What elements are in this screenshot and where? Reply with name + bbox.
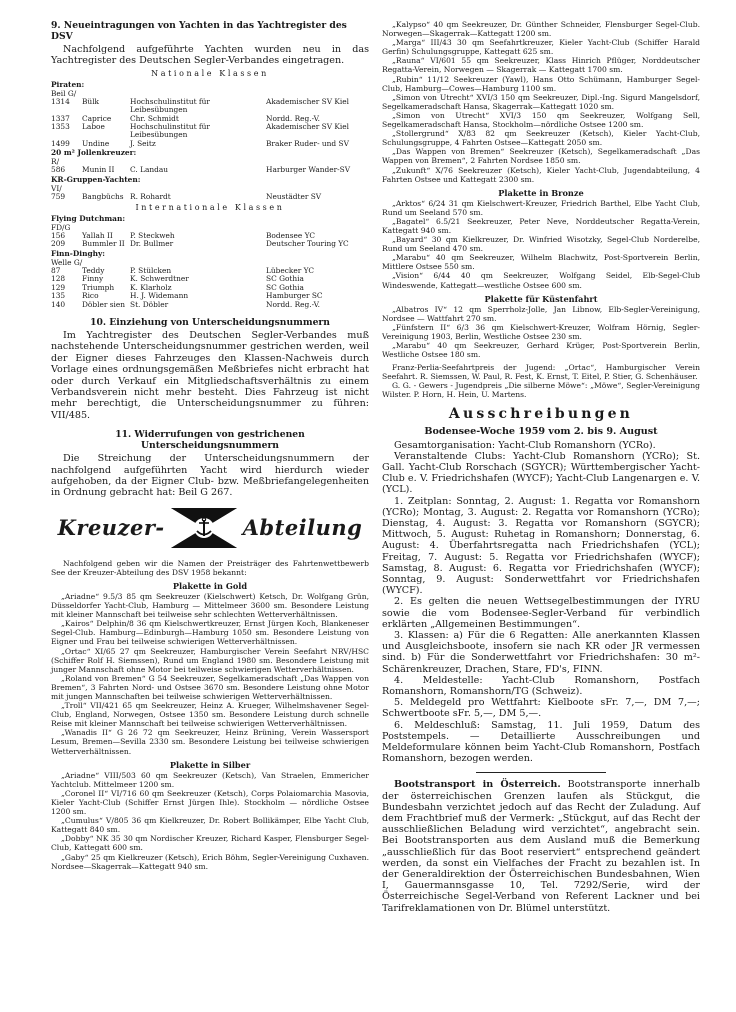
list-item: „Marabu“ 40 qm Seekreuzer, Wilhelm Blachwitz, Post-Sportverein Berlin, Mittlere Ostsee 550 sm. [382,253,700,272]
owner: P. Steckweh [130,231,175,241]
fd-subheading: FD/G [51,223,71,233]
owner: K. Klarholz [130,282,172,292]
yacht-name: Munin II [82,165,115,175]
section-11-body: Die Streichung der Unterscheidungsnummern der nachfolgend aufgeführten Yacht wird hierdurch wieder aufgehoben, da der Eigner Club- bzw. Meßbriefangelegenheiten in Ordnung gebracht hat: Beil G 267. [51,453,369,499]
club: Nordd. Reg.-V. [266,299,320,309]
owner: R. Rohardt [130,191,171,201]
silver-entries [51,771,369,871]
sail-number: 135 [51,291,66,301]
coastal-entries [382,305,700,360]
sail-number: 1499 [51,138,70,148]
sail-number: 87 [51,265,61,275]
gold-entries [51,592,369,756]
club: Lübecker YC [266,265,315,275]
club: Akademischer SV Kiel [266,96,350,106]
bronze-entries [382,199,700,290]
yacht-name: Triumph [82,282,115,292]
section-10-body: Im Yachtregister des Deutschen Segler-Verbandes muß nachstehende Unterscheidungsnummer gestrichen werden, weil der Eigner dieses Fahrzeuges den Klassen-Nachweis durch Vorlage eines ordnungsgemäßen Meßbriefes nicht erbracht hat oder durch Verkauf ein Mitgliedschaftsverhältnis zu einem Verbandsverein nicht mehr besteht. Dies Fahrzeug ist nicht mehr berechtigt, die Unterscheidungsnummer zu führen: VII/485. [51,329,369,421]
sail-number: 1353 [51,122,70,132]
club: Harburger Wander-SV [266,165,351,175]
owner: Hochschulinstitut für Leibesübungen [130,96,210,115]
register-row [51,98,369,115]
club: Deutscher Touring YC [266,239,349,249]
jollen-subheading: R/ [51,157,60,167]
ausschreibungen-paragraphs [382,440,700,765]
register-row [51,140,369,148]
list-item: 3. Klassen: a) Für die 6 Regatten: Alle anerkannten Klassen und Ausgleichsboote, insofern sie nach KR oder JR vermessen sind. b) Für die Sonderwettfahrt vor Friedrichshafen: 30 m²-Schärenkreuzer, Drachen, Stare, FD's, FINN. [382,630,700,675]
list-item: 5. Meldegeld pro Wettfahrt: Kielboote sFr. 7,—, DM 7,—; Schwertboote sFr. 5,—, DM 5,—. [382,697,700,720]
sail-number: 156 [51,231,66,241]
right-column [382,20,700,914]
list-item: „Ariadne“ VIII/503 60 qm Seekreuzer (Ketsch), Van Straelen, Emmericher Yachtclub. Mittelmeer 1200 sm. [51,770,369,789]
register-row [51,123,369,140]
list-item: „Stollergrund“ X/83 82 qm Seekreuzer (Ketsch), Kieler Yacht-Club, Schulungsgruppe, 4 Fahrten Ostsee—Kattegatt 2050 sm. [382,129,700,148]
owner: C. Landau [130,165,169,175]
sail-number: 759 [51,191,66,201]
club: Hamburger SC [266,291,323,301]
owner: P. Stülcken [130,265,172,275]
kr-heading: KR-Gruppen-Yachten: [51,174,141,184]
sail-number: 1337 [51,113,70,123]
list-item: „Cumulus“ V/805 36 qm Kielkreuzer, Dr. Robert Bollikämper, Elbe Yacht Club, Kattegatt 840 sm. [51,816,369,835]
section-9-title: 9. Neueintragungen von Yachten in das Yachtregister des DSV [51,20,347,42]
kr-table [51,193,369,201]
list-item: „Marga“ III/43 30 qm Seefahrtkreuzer, Kieler Yacht-Club (Schiffer Harald Gerfin) Schulungsgruppe, Kattegatt 625 sm. [382,38,700,57]
section-9-intro: Nachfolgend aufgeführte Yachten wurden neu in das Yachtregister des Deutschen Segler-Verbandes eingetragen. [51,44,369,67]
owner: St. Döbler [130,299,169,309]
list-item: „Gaby“ 25 qm Kielkreuzer (Ketsch), Erich Böhm, Segler-Vereinigung Cuxhaven. Nordsee—Skagerrak—Kattegatt 940 sm. [51,852,369,871]
list-item: „Rauna“ VI/601 55 qm Seekreuzer, Klass Hinrich Pflüger, Norddeutscher Regatta-Verein, Norwegen — Skagerrak — Kattegatt 1700 sm. [382,56,700,75]
yacht-name: Döbler sien [82,299,126,309]
finn-heading: Finn-Dinghy: [51,248,106,258]
list-item: „Das Wappen von Bremen“ Seekreuzer (Ketsch), Segelkameradschaft „Das Wappen von Bremen“, 2 Fahrten Nordsee 1850 sm. [382,147,700,166]
kreuzer-abteilung-banner [51,507,369,549]
list-item: 2. Es gelten die neuen Wettsegelbestimmungen der IYRU sowie die vom Bodensee-Segler-Verband für verbindlich erklärten „Allgemeinen Bestimmungen“. [382,596,700,630]
yacht-name: Yallah II [82,231,113,241]
owner: K. Schwerdtner [130,274,189,284]
bodensee-woche-subtitle: Bodensee-Woche 1959 vom 2. bis 9. August [424,425,658,437]
youth-prize-gewers: G. G. - Gewers - Jugendpreis „Die silberne Möwe“: „Möwe“, Segler-Vereinigung Wilster. P. Horn, H. Hein, U. Martens. [382,381,700,400]
yacht-name: Rico [82,291,99,301]
club: SC Gothia [266,274,304,284]
silver-plakette-heading: Plakette in Silber [169,759,251,770]
club: Akademischer SV Kiel [266,122,350,132]
list-item: „Albatros IV“ 12 qm Sperrholz-Jolle, Jan Libnow, Elb-Segler-Vereinigung, Nordsee — Wattfahrt 270 sm. [382,304,700,323]
list-item: „Bagatel“ 6.5/21 Seekreuzer, Peter Neve, Norddeutscher Regatta-Verein, Kattegatt 940 sm. [382,216,700,235]
yacht-name: Undine [82,138,110,148]
section-divider [476,772,606,773]
list-item: „Ortac“ XI/65 27 qm Seekreuzer, Hamburgischer Verein Seefahrt NRV/HSC (Schiffer Rolf H. Siemssen), Rund um England 1980 sm. Besondere Leistung mit junger Mannschaft ohne Motor bei teilweise schwierigen Wetterverhältnissen. [51,646,369,674]
anchor-flag-icon [171,508,237,548]
finn-subheading: Welle G/ [51,257,83,267]
kreuzer-intro: Nachfolgend geben wir die Namen der Preisträger des Fahrtenwettbewerb See der Kreuzer-Abteilung des DSV 1958 bekannt: [51,558,369,577]
piraten-table [51,98,369,148]
list-item: „Arktos“ 6/24 31 qm Kielschwert-Kreuzer, Friedrich Barthel, Elbe Yacht Club, Rund um Seeland 570 sm. [382,198,700,217]
yacht-name: Bülk [82,96,100,106]
club: SC Gothia [266,282,304,292]
list-item: Gesamtorganisation: Yacht-Club Romanshorn (YCRo). [394,439,656,451]
yacht-name: Laboe [82,122,105,132]
list-item: 1. Zeitplan: Sonntag, 2. August: 1. Regatta vor Romanshorn (YCRo); Montag, 3. August: 2. Regatta vor Romanshorn (YCRo); Dienstag, 4. August: 3. Regatta vor Romanshorn (SGYCR); Mittwoch, 5. August: Ruhetag in Romanshorn; Donnerstag, 6. August: 4. Überfahrtsregatta nach Friedrichshafen (YCL); Freitag, 7. August: 5. Regatta vor Friedrichshafen (WYCF); Samstag, 8. August: 6. Regatta vor Friedrichshafen (WYCF); Sonntag, 9. August: Sonderwettfahrt vor Friedrichshafen (WYCF). [382,495,700,597]
national-classes-heading: Nationale Klassen [151,68,269,78]
section-11-title-line2: Unterscheidungsnummern [141,440,279,452]
notice-title: Bootstransport in Österreich. [394,779,561,791]
ausschreibungen-title: Ausschreibungen [448,405,634,422]
fd-table [51,232,369,249]
left-column [51,20,369,871]
club: Neustädter SV [266,191,322,201]
list-item: 4. Meldestelle: Yacht-Club Romanshorn, Postfach Romanshorn, Romanshorn/TG (Schweiz). [382,674,700,698]
yacht-name: Bummler II [82,239,125,249]
list-item: „Rubin“ 11/12 Seekreuzer (Yawl), Hans Otto Schümann, Hamburger Segel-Club, Hamburg—Cowes—Hamburg 1100 sm. [382,74,700,93]
register-row [51,193,369,201]
club: Braker Ruder- und SV [266,138,349,148]
sail-number: 128 [51,274,66,284]
club: Nordd. Reg.-V. [266,113,320,123]
bronze-plakette-heading: Plakette in Bronze [498,187,584,198]
international-classes-heading: Internationale Klassen [135,203,285,213]
section-10-title: 10. Einziehung von Unterscheidungsnummern [90,316,330,328]
banner-left-word: Kreuzer- [57,515,165,541]
list-item: „Wanadis II“ G 26 72 qm Seekreuzer, Heinz Brüning, Verein Wassersport Lesum, Bremen—Sevilla 2330 sm. Besondere Leistung bei teilweise schwierigen Wetterverhältnissen. [51,728,369,756]
sail-number: 140 [51,299,66,309]
list-item: „Troll“ VII/421 65 qm Seekreuzer, Heinz A. Krueger, Wilhelmshavener Segel-Club, England, Norwegen, Ostsee 1350 sm. Besondere Leistung durch schnelle Reise mit kleiner Mannschaft bei teilweise schwierigen Wetterverhältnissen. [51,701,369,729]
jollen-table [51,166,369,174]
youth-prize-perlia: Franz-Perlia-Seefahrtpreis der Jugend: „Ortac“, Hamburgischer Verein Seefahrt. R. Siemssen, W. Paul, R. Fest, K. Ernst, T. Eitel, P. Stier, G. Schenhäuser. [382,363,700,382]
section-11-title-line1: 11. Widerrufungen von gestrichenen [115,429,305,441]
sail-number: 129 [51,282,66,292]
club: Bodensee YC [266,231,316,241]
yacht-name: Finny [82,274,104,284]
sail-number: 209 [51,239,66,249]
owner: Dr. Bullmer [130,239,174,249]
list-item: „Simon von Utrecht“ XVI/3 150 qm Seekreuzer, Wolfgang Sell, Segelkameradschaft Hansa, Stockholm—nördliche Ostsee 1200 sm. [382,110,700,130]
austria-transport-notice [382,779,700,913]
jollen-heading: 20 m² Jollenkreuzer: [51,148,137,158]
notice-body: Bootstransporte innerhalb der österreichischen Grenzen laufen als Stückgut, die Bundesbahn verzichtet jedoch auf das Recht der Zuladung. Auf dem Frachtbrief muß der Vermerk: „Stückgut, auf das Recht der ausschließlichen Beladung wird verzichtet“, angebracht sein. Bei Bootstransporten aus dem Ausland muß die Bemerkung „ausschließlich für das Boot reserviert“ entsprechend geändert werden, da sonst ein Vielfaches der Fracht zu bezahlen ist. In der Generaldirektion der Österreichischen Bundesbahnen, Wien I, Gauermannsgasse 10, Tel. 7292/Serie, wird der Österreichische Segel-Verband von Referent Lackner und bei Tarifreklamationen von Dr. Blümel unterstützt. [382,779,700,914]
list-item: „Marabu“ 40 qm Seekreuzer, Gerhard Krüger, Post-Sportverein Berlin, Westliche Ostsee 180 sm. [382,341,700,360]
owner: J. Seitz [130,138,156,148]
list-item: „Kairos“ Delphin/8 36 qm Kielschwertkreuzer, Ernst Jürgen Koch, Blankeneser Segel-Club. Hamburg—Edinburgh—Hamburg 1050 sm. Besondere Leistung von Eigner und Frau bei teilweise schwierigen Wetterverhältnissen. [51,619,369,647]
yacht-name: Caprice [82,113,112,123]
coastal-plakette-heading: Plakette für Küstenfahrt [484,293,598,304]
finn-table [51,267,369,309]
piraten-subheading: Beil G/ [51,88,77,98]
list-item: „Simon von Utrecht“ XVI/3 150 qm Seekreuzer, Dipl.-Ing. Sigurd Mangelsdorf, Segelkameradschaft Hansa, Skagerrak—Kattegatt 1020 sm. [382,92,700,111]
list-item: „Ariadne“ 9.5/3 85 qm Seekreuzer (Kielschwert) Ketsch, Dr. Wolfgang Grün, Düsseldorfer Yacht-Club, Hamburg — Mittelmeer 3600 sm. Besondere Leistung mit kleiner Mannschaft bei teilweise sehr schlechten Wetterverhältnissen. [51,591,369,620]
gold-plakette-heading: Plakette in Gold [172,580,248,591]
list-item: „Fünfstern II“ 6/3 36 qm Kielschwert-Kreuzer, Wolfram Hörnig, Segler-Vereinigung 1903, Berlin, Westliche Ostsee 230 sm. [382,322,700,341]
yacht-name: Teddy [82,265,105,275]
list-item: „Roland von Bremen“ G 54 Seekreuzer, Segelkameradschaft „Das Wappen von Bremen“, 3 Fahrten Nord- und Ostsee 3670 sm. Besondere Leistung ohne Motor mit jungen Mannschaften bei teilweise schwierigen Wetterverhältnissen. [51,673,369,701]
sail-number: 586 [51,165,66,175]
list-item: „Dobby“ NK 35 30 qm Nordischer Kreuzer, Richard Kasper, Flensburger Segel-Club, Kattegatt 600 sm. [51,834,369,853]
owner: Hochschulinstitut für Leibesübungen [130,122,210,140]
register-row [51,166,369,174]
banner-right-word: Abteilung [242,515,363,541]
silver-entries-continued [382,20,700,184]
owner: Chr. Schmidt [130,113,179,123]
kr-subheading: VI/ [51,183,62,193]
owner: H. J. Widemann [130,291,189,301]
yacht-name: Bangbüchs [82,191,124,201]
piraten-heading: Piraten: [51,79,85,89]
register-row [51,240,369,248]
fd-heading: Flying Dutchman: [51,214,126,224]
list-item: Veranstaltende Clubs: Yacht-Club Romanshorn (YCRo); St. Gall. Yacht-Club Rorschach (SGYCR); Württembergischer Yacht-Club e. V. Friedrichshafen (WYCF); Yacht-Club Langenargen e. V. (YCL). [382,450,700,496]
list-item: „Bayard“ 30 qm Kielkreuzer, Dr. Winfried Wisotzky, Segel-Club Norderelbe, Rund um Seeland 470 sm. [382,235,700,254]
list-item: „Coronel II“ VI/716 60 qm Seekreuzer (Ketsch), Corps Polaiomarchia Masovia, Kieler Yacht-Club (Schiffer Ernst Jürgen Ihle). Stockholm — nördliche Ostsee 1200 sm. [51,788,369,817]
list-item: „Kalypso“ 40 qm Seekreuzer, Dr. Günther Schneider, Flensburger Segel-Club. Norwegen—Skagerrak—Kattegatt 1200 sm. [382,20,700,39]
list-item: „Vision“ 6/44 40 qm Seekreuzer, Wolfgang Seidel, Elb-Segel-Club Windeswende, Kattegatt—westliche Ostsee 600 sm. [382,271,700,290]
register-row [51,301,369,309]
list-item: „Zukunft“ X/76 Seekreuzer (Ketsch), Kieler Yacht-Club, Jugendabteilung, 4 Fahrten Ostsee und Kattegatt 2300 sm. [382,165,700,184]
sail-number: 1314 [51,96,70,106]
list-item: 6. Meldeschluß: Samstag, 11. Juli 1959, Datum des Poststempels. — Detaillierte Ausschreibungen und Meldeformulare können beim Yacht-Club Romanshorn, Postfach Romanshorn, bezogen werden. [382,719,700,765]
